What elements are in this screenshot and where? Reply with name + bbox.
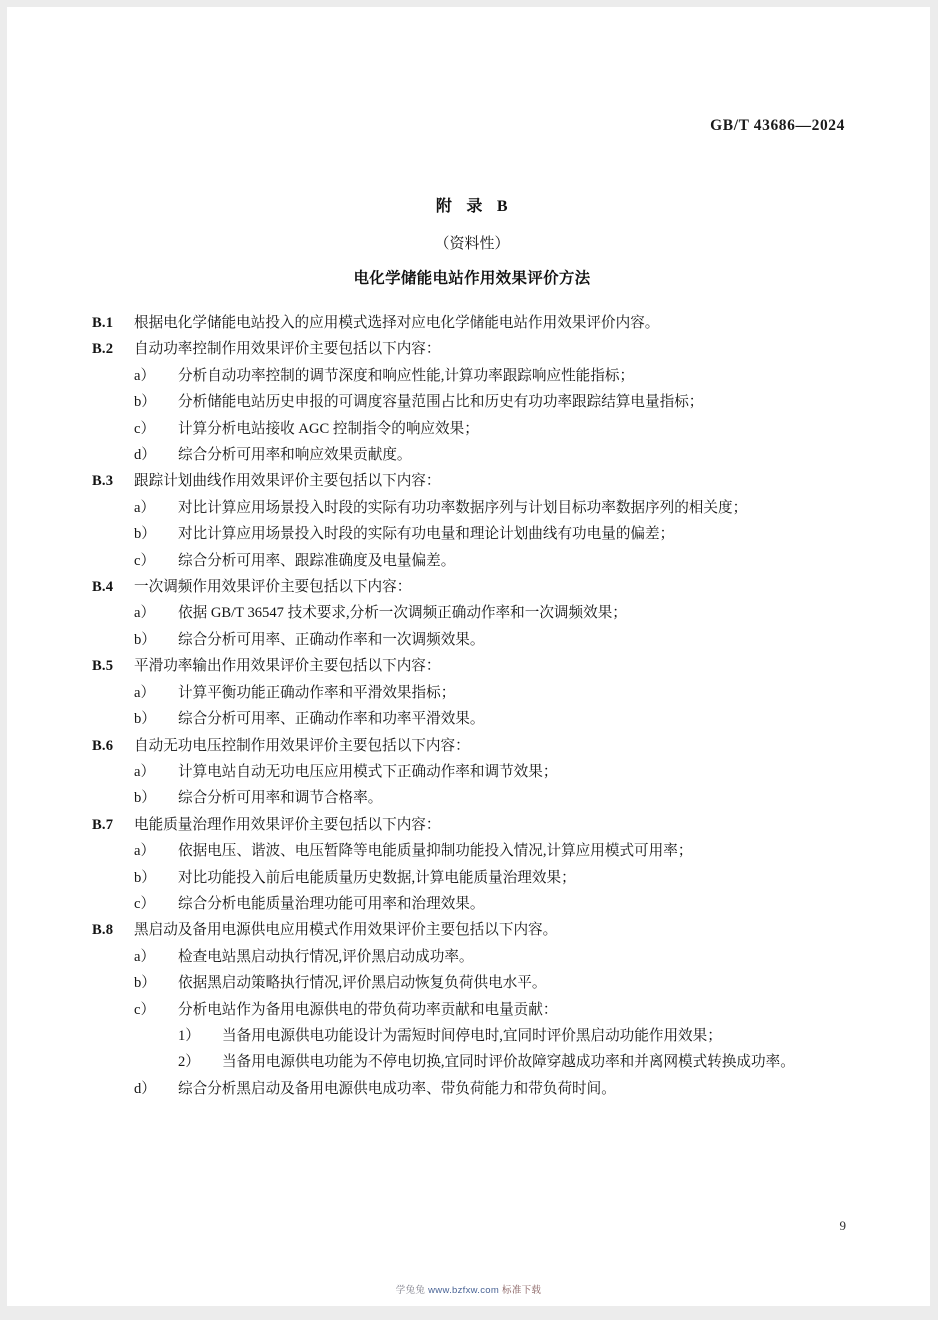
item-text: 依据电压、谐波、电压暂降等电能质量抑制功能投入情况,计算应用模式可用率； <box>178 843 693 860</box>
standard-header: GB/T 43686—2024 <box>710 117 845 134</box>
item-text: 综合分析可用率和响应效果贡献度。 <box>178 447 412 464</box>
item-text: 分析电站作为备用电源供电的带负荷功率贡献和电量贡献： <box>178 1001 558 1018</box>
item-marker: b） <box>134 631 156 648</box>
item-marker: d） <box>134 447 156 464</box>
clause-item <box>92 706 852 732</box>
clause-text: 自动无功电压控制作用效果评价主要包括以下内容： <box>134 737 470 754</box>
clause-text: 自动功率控制作用效果评价主要包括以下内容： <box>134 341 441 358</box>
item-marker: a） <box>134 367 156 384</box>
clause-item <box>92 680 852 706</box>
annex-kind: （资料性） <box>434 236 510 252</box>
clause-number: B.7 <box>92 816 114 833</box>
item-marker: a） <box>134 843 156 860</box>
document-page <box>7 7 930 1306</box>
item-text: 计算电站自动无功电压应用模式下正确动作率和调节效果； <box>178 763 558 780</box>
clause-item <box>92 442 852 468</box>
clause-number: B.5 <box>92 658 114 675</box>
clause-subitem <box>92 1049 852 1075</box>
item-marker: b） <box>134 869 156 886</box>
item-text: 综合分析可用率、正确动作率和功率平滑效果。 <box>178 711 485 728</box>
item-marker: a） <box>134 499 156 516</box>
watermark-tail: 标准下载 <box>502 1285 542 1296</box>
item-text: 对比功能投入前后电能质量历史数据,计算电能质量治理效果； <box>178 869 576 886</box>
item-marker: c） <box>134 552 156 569</box>
watermark <box>7 1282 930 1296</box>
item-marker: a） <box>134 763 156 780</box>
clause-number: B.8 <box>92 922 114 939</box>
clause-number: B.2 <box>92 341 114 358</box>
clause <box>92 468 852 494</box>
watermark-brand: 学兔兔 <box>395 1285 426 1296</box>
clause-item <box>92 416 852 442</box>
item-marker: c） <box>134 420 156 437</box>
clause-number: B.4 <box>92 579 114 596</box>
page-number: 9 <box>839 1218 846 1233</box>
item-text: 计算分析电站接收 AGC 控制指令的响应效果； <box>178 420 479 437</box>
item-text: 检查电站黑启动执行情况,评价黑启动成功率。 <box>178 948 474 965</box>
clause-item <box>92 389 852 415</box>
item-text: 对比计算应用场景投入时段的实际有功功率数据序列与计划目标功率数据序列的相关度； <box>178 499 748 516</box>
item-text: 分析自动功率控制的调节深度和响应性能,计算功率跟踪响应性能指标； <box>178 367 635 384</box>
clause-item <box>92 600 852 626</box>
clause-number: B.3 <box>92 473 114 490</box>
clause-item <box>92 521 852 547</box>
subitem-marker: 1） <box>178 1027 200 1044</box>
clause-text: 黑启动及备用电源供电应用模式作用效果评价主要包括以下内容。 <box>134 922 558 939</box>
clause <box>92 917 852 943</box>
item-marker: b） <box>134 790 156 807</box>
clause-text: 跟踪计划曲线作用效果评价主要包括以下内容： <box>134 473 441 490</box>
item-marker: a） <box>134 684 156 701</box>
clause-item <box>92 997 852 1023</box>
clause <box>92 574 852 600</box>
subitem-text: 当备用电源供电功能为不停电切换,宜同时评价故障穿越成功率和并离网模式转换成功率。 <box>222 1054 795 1071</box>
clause-number: B.1 <box>92 315 114 331</box>
subitem-marker: 2） <box>178 1054 200 1071</box>
clause-item <box>92 1076 852 1102</box>
clause-item <box>92 970 852 996</box>
subitem-text: 当备用电源供电功能设计为需短时间停电时,宜同时评价黑启动功能作用效果； <box>222 1027 722 1044</box>
clause-text: 根据电化学储能电站投入的应用模式选择对应电化学储能电站作用效果评价内容。 <box>134 315 660 331</box>
clause-item <box>92 495 852 521</box>
item-marker: d） <box>134 1080 156 1097</box>
item-text: 综合分析可用率、跟踪准确度及电量偏差。 <box>178 552 456 569</box>
clause <box>92 336 852 362</box>
clause-item <box>92 891 852 917</box>
clause-item <box>92 548 852 574</box>
item-marker: b） <box>134 526 156 543</box>
item-text: 依据 GB/T 36547 技术要求,分析一次调频正确动作率和一次调频效果； <box>178 605 627 622</box>
clause-list <box>92 310 852 1102</box>
clause-item <box>92 759 852 785</box>
annex-title: 电化学储能电站作用效果评价方法 <box>353 270 591 287</box>
clause-number: B.6 <box>92 737 114 754</box>
item-text: 综合分析电能质量治理功能可用率和治理效果。 <box>178 895 485 912</box>
annex-label <box>92 193 852 216</box>
item-text: 对比计算应用场景投入时段的实际有功电量和理论计划曲线有功电量的偏差； <box>178 526 675 543</box>
clause <box>92 310 852 336</box>
clause <box>92 812 852 838</box>
item-marker: a） <box>134 605 156 622</box>
item-text: 分析储能电站历史申报的可调度容量范围占比和历史有功功率跟踪结算电量指标； <box>178 394 704 411</box>
item-text: 计算平衡功能正确动作率和平滑效果指标； <box>178 684 456 701</box>
item-text: 综合分析黑启动及备用电源供电成功率、带负荷能力和带负荷时间。 <box>178 1080 616 1097</box>
clause-text: 平滑功率输出作用效果评价主要包括以下内容： <box>134 658 441 675</box>
clause <box>92 733 852 759</box>
item-text: 依据黑启动策略执行情况,评价黑启动恢复负荷供电水平。 <box>178 975 547 992</box>
annex-label-letter: B <box>496 198 509 215</box>
page-content <box>92 193 852 1102</box>
item-text: 综合分析可用率和调节合格率。 <box>178 790 383 807</box>
item-text: 综合分析可用率、正确动作率和一次调频效果。 <box>178 631 485 648</box>
clause-item <box>92 785 852 811</box>
clause <box>92 653 852 679</box>
clause-subitem <box>92 1023 852 1049</box>
item-marker: b） <box>134 394 156 411</box>
item-marker: c） <box>134 1001 156 1018</box>
clause-item <box>92 627 852 653</box>
clause-item <box>92 944 852 970</box>
watermark-site: www.bzfxw.com <box>428 1285 500 1296</box>
clause-text: 一次调频作用效果评价主要包括以下内容： <box>134 579 412 596</box>
clause-text: 电能质量治理作用效果评价主要包括以下内容： <box>134 816 441 833</box>
item-marker: b） <box>134 975 156 992</box>
item-marker: b） <box>134 711 156 728</box>
clause-item <box>92 838 852 864</box>
item-marker: c） <box>134 895 156 912</box>
clause-item <box>92 865 852 891</box>
item-marker: a） <box>134 948 156 965</box>
clause-item <box>92 363 852 389</box>
annex-label-mid: 录 <box>466 198 483 215</box>
annex-label-prefix: 附 <box>435 198 453 215</box>
